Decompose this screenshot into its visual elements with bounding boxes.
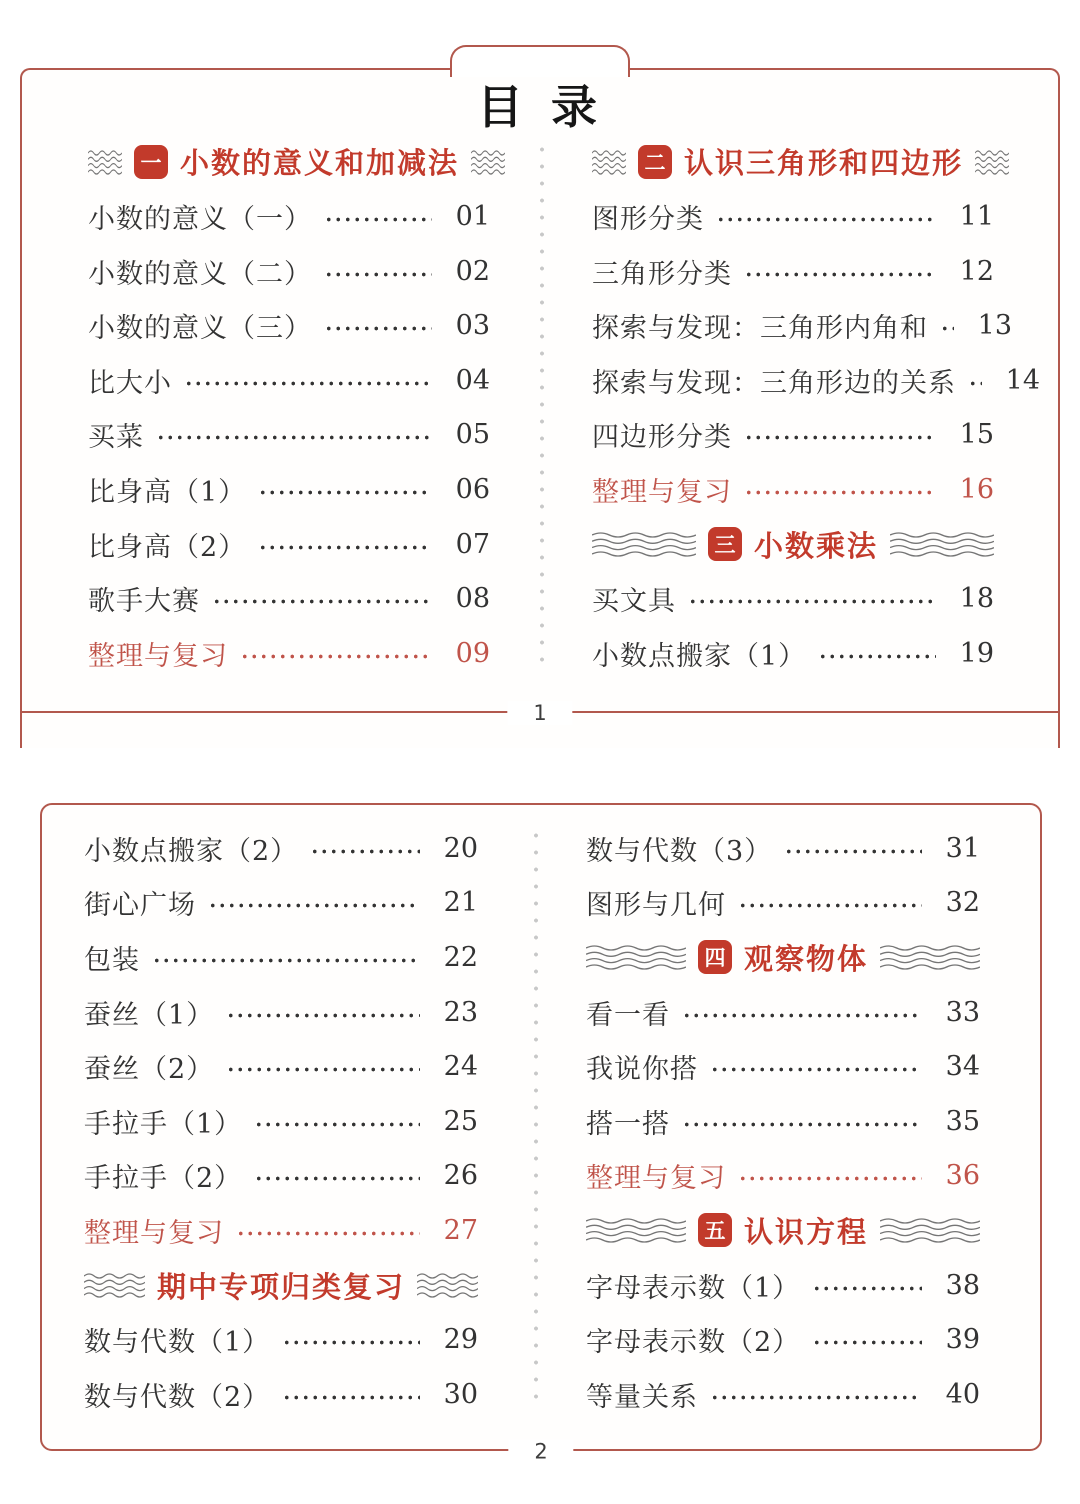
toc-entry-leader bbox=[240, 654, 432, 659]
section-title: 认识方程 bbox=[744, 1214, 869, 1249]
columns-container bbox=[22, 135, 1058, 681]
toc-entry-label: 字母表示数（2） bbox=[586, 1327, 801, 1359]
toc-entry-leader bbox=[738, 1176, 922, 1181]
toc-entry-leader bbox=[208, 903, 420, 908]
section-number-badge: 四 bbox=[698, 940, 732, 974]
section-header bbox=[84, 1258, 478, 1313]
toc-entry-page: 21 bbox=[443, 887, 478, 919]
toc-entry-label: 买菜 bbox=[88, 422, 144, 454]
toc-column-right bbox=[544, 135, 1058, 681]
toc-entry bbox=[84, 1203, 478, 1258]
toc-entry-label: 包装 bbox=[84, 944, 140, 976]
toc-entry-leader bbox=[236, 1231, 420, 1236]
toc-entry-page: 18 bbox=[959, 583, 994, 615]
toc-entry-label: 探索与发现：三角形内角和 bbox=[592, 313, 928, 345]
toc-entry-page: 36 bbox=[945, 1160, 980, 1192]
wavy-line-icon bbox=[84, 1272, 145, 1298]
toc-entry-label: 小数的意义（一） bbox=[88, 203, 312, 235]
wavy-line-icon bbox=[88, 149, 122, 175]
wavy-line-icon bbox=[586, 1217, 686, 1243]
toc-entry-page: 30 bbox=[443, 1378, 478, 1410]
toc-column-left bbox=[42, 821, 534, 1422]
toc-entry-page: 11 bbox=[959, 200, 994, 232]
toc-entry-leader bbox=[682, 1122, 922, 1127]
page-footer-number: 2 bbox=[508, 1439, 573, 1463]
section-header bbox=[592, 135, 994, 190]
toc-entry-leader bbox=[212, 599, 432, 604]
toc-entry bbox=[88, 626, 490, 681]
toc-entry-leader bbox=[254, 1122, 420, 1127]
toc-entry-leader bbox=[812, 1286, 922, 1291]
toc-entry-leader bbox=[282, 1340, 420, 1345]
toc-entry bbox=[84, 1149, 478, 1204]
toc-entry bbox=[84, 1312, 478, 1367]
toc-entry-leader bbox=[940, 326, 954, 331]
toc-entry-page: 33 bbox=[945, 996, 980, 1028]
toc-entry-page: 29 bbox=[443, 1324, 478, 1356]
toc-entry-label: 整理与复习 bbox=[592, 476, 732, 508]
toc-entry-page: 04 bbox=[455, 364, 490, 396]
title-tab bbox=[450, 45, 630, 77]
toc-entry-label: 数与代数（1） bbox=[84, 1327, 271, 1359]
section-number-badge: 三 bbox=[708, 527, 742, 561]
toc-entry bbox=[586, 1094, 980, 1149]
section-number-badge: 二 bbox=[638, 145, 672, 179]
toc-entry-page: 39 bbox=[945, 1324, 980, 1356]
toc-entry-page: 34 bbox=[945, 1051, 980, 1083]
wavy-line-icon bbox=[975, 149, 1009, 175]
toc-entry-label: 搭一搭 bbox=[586, 1108, 670, 1140]
toc-entry-label: 小数点搬家（1） bbox=[592, 640, 807, 672]
toc-entry-page: 08 bbox=[455, 583, 490, 615]
wavy-line-icon bbox=[880, 1217, 980, 1243]
toc-entry-page: 03 bbox=[455, 310, 490, 342]
wavy-line-icon bbox=[471, 149, 505, 175]
toc-entry-page: 19 bbox=[959, 637, 994, 669]
toc-entry-leader bbox=[710, 1395, 922, 1400]
toc-entry-page: 26 bbox=[443, 1160, 478, 1192]
toc-entry-label: 探索与发现：三角形边的关系 bbox=[592, 367, 956, 399]
toc-entry-label: 手拉手（2） bbox=[84, 1163, 243, 1195]
toc-entry-label: 我说你搭 bbox=[586, 1054, 698, 1086]
toc-entry-page: 12 bbox=[959, 255, 994, 287]
toc-entry-label: 蚕丝（2） bbox=[84, 1054, 215, 1086]
toc-entry bbox=[592, 244, 994, 299]
toc-entry bbox=[84, 985, 478, 1040]
toc-entry-page: 23 bbox=[443, 996, 478, 1028]
toc-entry-page: 13 bbox=[977, 310, 1012, 342]
toc-entry-page: 32 bbox=[945, 887, 980, 919]
toc-entry-leader bbox=[258, 490, 432, 495]
toc-entry-label: 比大小 bbox=[88, 367, 172, 399]
section-title: 期中专项归类复习 bbox=[157, 1269, 406, 1304]
toc-entry-page: 40 bbox=[945, 1378, 980, 1410]
toc-entry-leader bbox=[226, 1013, 420, 1018]
toc-entry-label: 字母表示数（1） bbox=[586, 1272, 801, 1304]
toc-entry-leader bbox=[710, 1067, 922, 1072]
toc-entry-leader bbox=[818, 654, 936, 659]
toc-entry bbox=[586, 1149, 980, 1204]
toc-entry-leader bbox=[156, 435, 432, 440]
toc-entry-leader bbox=[184, 381, 432, 386]
toc-entry-leader bbox=[324, 272, 432, 277]
section-header bbox=[592, 517, 994, 572]
toc-entry bbox=[592, 626, 994, 681]
toc-entry-label: 图形分类 bbox=[592, 203, 704, 235]
toc-entry-leader bbox=[226, 1067, 420, 1072]
toc-entry bbox=[88, 244, 490, 299]
footer-rule bbox=[22, 701, 1058, 725]
toc-entry bbox=[88, 571, 490, 626]
toc-entry-page: 02 bbox=[455, 255, 490, 287]
toc-entry-leader bbox=[324, 217, 432, 222]
wavy-line-icon bbox=[592, 531, 696, 557]
toc-entry-label: 整理与复习 bbox=[586, 1163, 726, 1195]
section-header bbox=[586, 1203, 980, 1258]
wavy-line-icon bbox=[592, 149, 626, 175]
toc-entry-label: 整理与复习 bbox=[88, 640, 228, 672]
wavy-line-icon bbox=[880, 944, 980, 970]
toc-entry-page: 31 bbox=[945, 832, 980, 864]
toc-entry-page: 16 bbox=[959, 473, 994, 505]
contents-page-1 bbox=[20, 68, 1060, 748]
toc-entry-leader bbox=[682, 1013, 922, 1018]
toc-entry-page: 38 bbox=[945, 1269, 980, 1301]
toc-entry bbox=[586, 821, 980, 876]
toc-entry-label: 看一看 bbox=[586, 999, 670, 1031]
section-header bbox=[88, 135, 490, 190]
wavy-line-icon bbox=[417, 1272, 478, 1298]
toc-entry bbox=[88, 517, 490, 572]
toc-entry-leader bbox=[282, 1395, 420, 1400]
toc-entry bbox=[592, 298, 1012, 353]
toc-entry-leader bbox=[744, 435, 936, 440]
toc-entry-label: 等量关系 bbox=[586, 1381, 698, 1413]
toc-entry-label: 数与代数（3） bbox=[586, 835, 773, 867]
toc-entry bbox=[586, 985, 980, 1040]
toc-entry bbox=[592, 571, 994, 626]
toc-entry bbox=[84, 1367, 478, 1422]
toc-entry-page: 35 bbox=[945, 1105, 980, 1137]
toc-entry-page: 14 bbox=[1005, 364, 1040, 396]
toc-entry-label: 街心广场 bbox=[84, 890, 196, 922]
columns-container bbox=[42, 821, 1040, 1422]
page-title: 目 录 bbox=[476, 80, 603, 134]
toc-entry bbox=[84, 930, 478, 985]
toc-entry bbox=[84, 1094, 478, 1149]
wavy-line-icon bbox=[586, 944, 686, 970]
toc-entry-leader bbox=[258, 545, 432, 550]
toc-entry-leader bbox=[784, 849, 922, 854]
toc-entry bbox=[88, 298, 490, 353]
section-number-badge: 五 bbox=[698, 1213, 732, 1247]
toc-entry bbox=[88, 408, 490, 463]
toc-entry-label: 整理与复习 bbox=[84, 1217, 224, 1249]
toc-entry bbox=[84, 821, 478, 876]
toc-entry-label: 比身高（2） bbox=[88, 531, 247, 563]
toc-entry-page: 25 bbox=[443, 1105, 478, 1137]
toc-entry bbox=[592, 353, 1040, 408]
toc-entry-page: 07 bbox=[455, 528, 490, 560]
toc-entry bbox=[84, 876, 478, 931]
toc-entry-page: 20 bbox=[443, 832, 478, 864]
toc-entry-label: 小数的意义（二） bbox=[88, 258, 312, 290]
toc-entry-page: 27 bbox=[443, 1214, 478, 1246]
toc-entry-page: 09 bbox=[455, 637, 490, 669]
wavy-line-icon bbox=[890, 531, 994, 557]
toc-entry bbox=[88, 353, 490, 408]
toc-entry-leader bbox=[744, 490, 936, 495]
toc-entry-page: 05 bbox=[455, 419, 490, 451]
toc-entry bbox=[88, 189, 490, 244]
toc-entry-page: 06 bbox=[455, 473, 490, 505]
toc-entry-leader bbox=[310, 849, 420, 854]
toc-entry-label: 图形与几何 bbox=[586, 890, 726, 922]
toc-entry-page: 24 bbox=[443, 1051, 478, 1083]
toc-entry bbox=[592, 462, 994, 517]
toc-entry bbox=[84, 1039, 478, 1094]
toc-entry bbox=[592, 408, 994, 463]
toc-entry bbox=[586, 1039, 980, 1094]
page-footer-number: 1 bbox=[507, 701, 572, 725]
toc-entry-leader bbox=[738, 903, 922, 908]
toc-entry-label: 歌手大赛 bbox=[88, 586, 200, 618]
section-header bbox=[586, 930, 980, 985]
toc-entry bbox=[88, 462, 490, 517]
toc-entry-leader bbox=[688, 599, 936, 604]
toc-entry-leader bbox=[744, 272, 936, 277]
section-title: 小数乘法 bbox=[754, 528, 879, 563]
toc-entry-leader bbox=[968, 381, 982, 386]
section-title: 观察物体 bbox=[744, 941, 869, 976]
toc-entry-label: 小数点搬家（2） bbox=[84, 835, 299, 867]
toc-entry-label: 买文具 bbox=[592, 586, 676, 618]
toc-entry-label: 比身高（1） bbox=[88, 476, 247, 508]
toc-entry-page: 01 bbox=[455, 200, 490, 232]
section-number-badge: 一 bbox=[134, 145, 168, 179]
toc-entry-leader bbox=[716, 217, 936, 222]
toc-entry-leader bbox=[254, 1176, 420, 1181]
section-title: 小数的意义和加减法 bbox=[180, 146, 460, 181]
toc-entry-label: 手拉手（1） bbox=[84, 1108, 243, 1140]
toc-entry bbox=[586, 1258, 980, 1313]
toc-entry bbox=[586, 876, 980, 931]
toc-entry-label: 数与代数（2） bbox=[84, 1381, 271, 1413]
toc-entry-page: 22 bbox=[443, 941, 478, 973]
toc-entry-page: 15 bbox=[959, 419, 994, 451]
toc-entry bbox=[586, 1367, 980, 1422]
toc-entry bbox=[592, 189, 994, 244]
toc-column-right bbox=[538, 821, 1040, 1422]
toc-entry-label: 小数的意义（三） bbox=[88, 313, 312, 345]
toc-entry-leader bbox=[324, 326, 432, 331]
toc-entry-leader bbox=[152, 958, 420, 963]
toc-entry-label: 蚕丝（1） bbox=[84, 999, 215, 1031]
toc-entry-label: 四边形分类 bbox=[592, 422, 732, 454]
toc-entry bbox=[586, 1312, 980, 1367]
toc-entry-leader bbox=[812, 1340, 922, 1345]
toc-column-left bbox=[22, 135, 540, 681]
contents-page-2 bbox=[40, 803, 1042, 1464]
toc-entry-label: 三角形分类 bbox=[592, 258, 732, 290]
section-title: 认识三角形和四边形 bbox=[684, 146, 964, 181]
